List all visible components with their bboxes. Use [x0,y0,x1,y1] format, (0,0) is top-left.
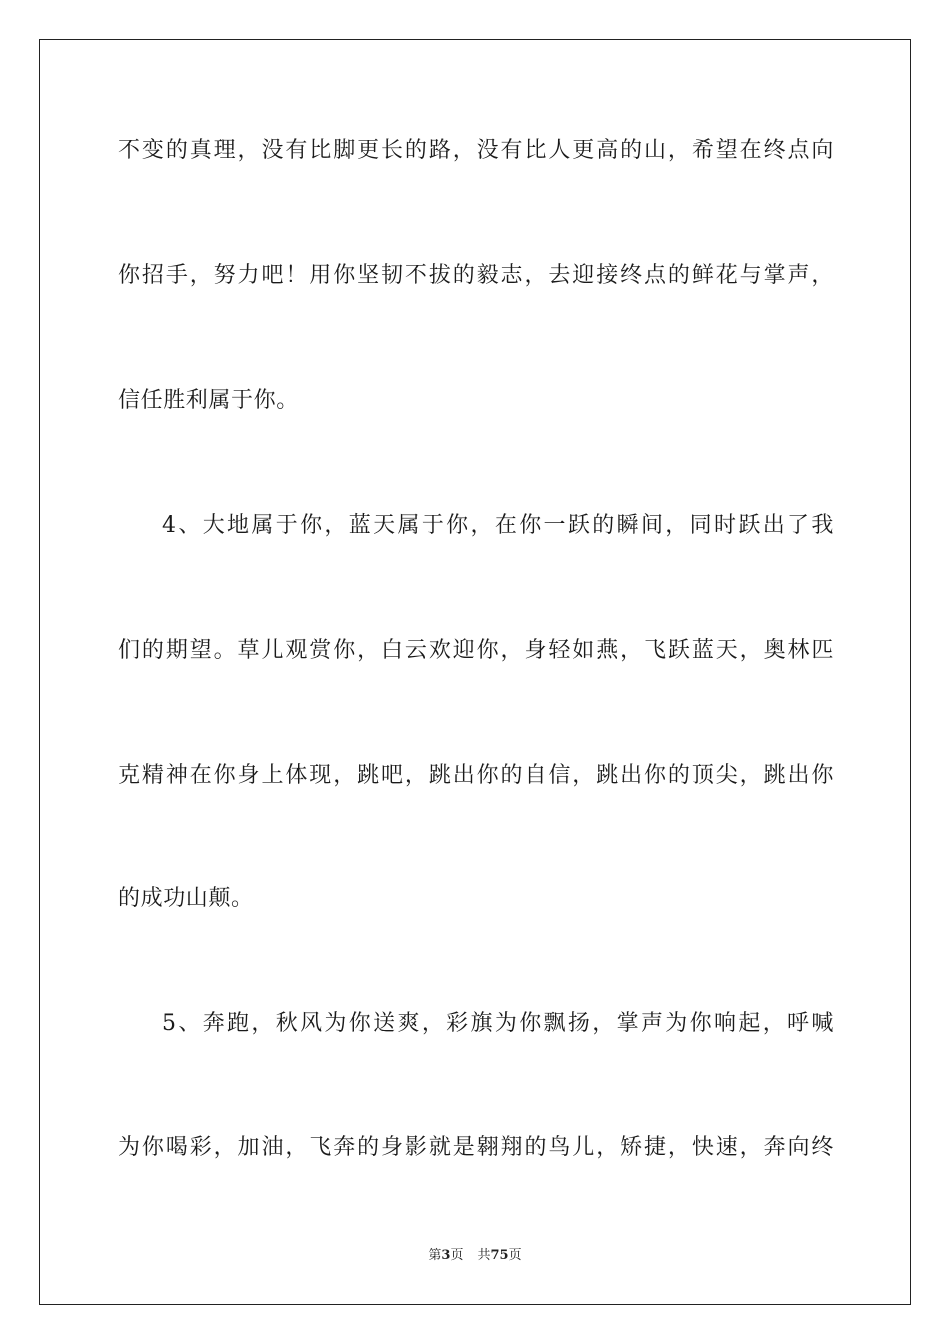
text-line-9: 为你喝彩，加油，飞奔的身影就是翱翔的鸟儿，矫捷，快速，奔向终 [118,1135,834,1160]
footer-page-suffix: 页 [450,1248,464,1263]
footer-total-pages: 75 [490,1248,509,1263]
text-line-1: 不变的真理，没有比脚更长的路，没有比人更高的山，希望在终点向 [118,138,834,163]
text-line-4: 4、大地属于你，蓝天属于你，在你一跃的瞬间，同时跃出了我 [162,513,834,538]
page-border [39,39,911,1305]
footer-total-prefix: 共 [477,1248,491,1263]
text-line-2: 你招手，努力吧！用你坚韧不拔的毅志，去迎接终点的鲜花与掌声， [118,263,834,288]
footer-total-suffix: 页 [508,1248,522,1263]
text-line-8: 5、奔跑，秋风为你送爽，彩旗为你飘扬，掌声为你响起，呼喊 [162,1011,834,1036]
text-line-7: 的成功山颠。 [118,886,254,911]
footer-page-prefix: 第 [428,1248,442,1263]
text-line-3: 信任胜利属于你。 [118,388,299,413]
text-line-5: 们的期望。草儿观赏你，白云欢迎你，身轻如燕，飞跃蓝天，奥林匹 [118,638,834,663]
page-footer [0,1247,950,1265]
footer-page-number: 3 [441,1248,451,1263]
text-line-6: 克精神在你身上体现，跳吧，跳出你的自信，跳出你的顶尖，跳出你 [118,763,834,788]
